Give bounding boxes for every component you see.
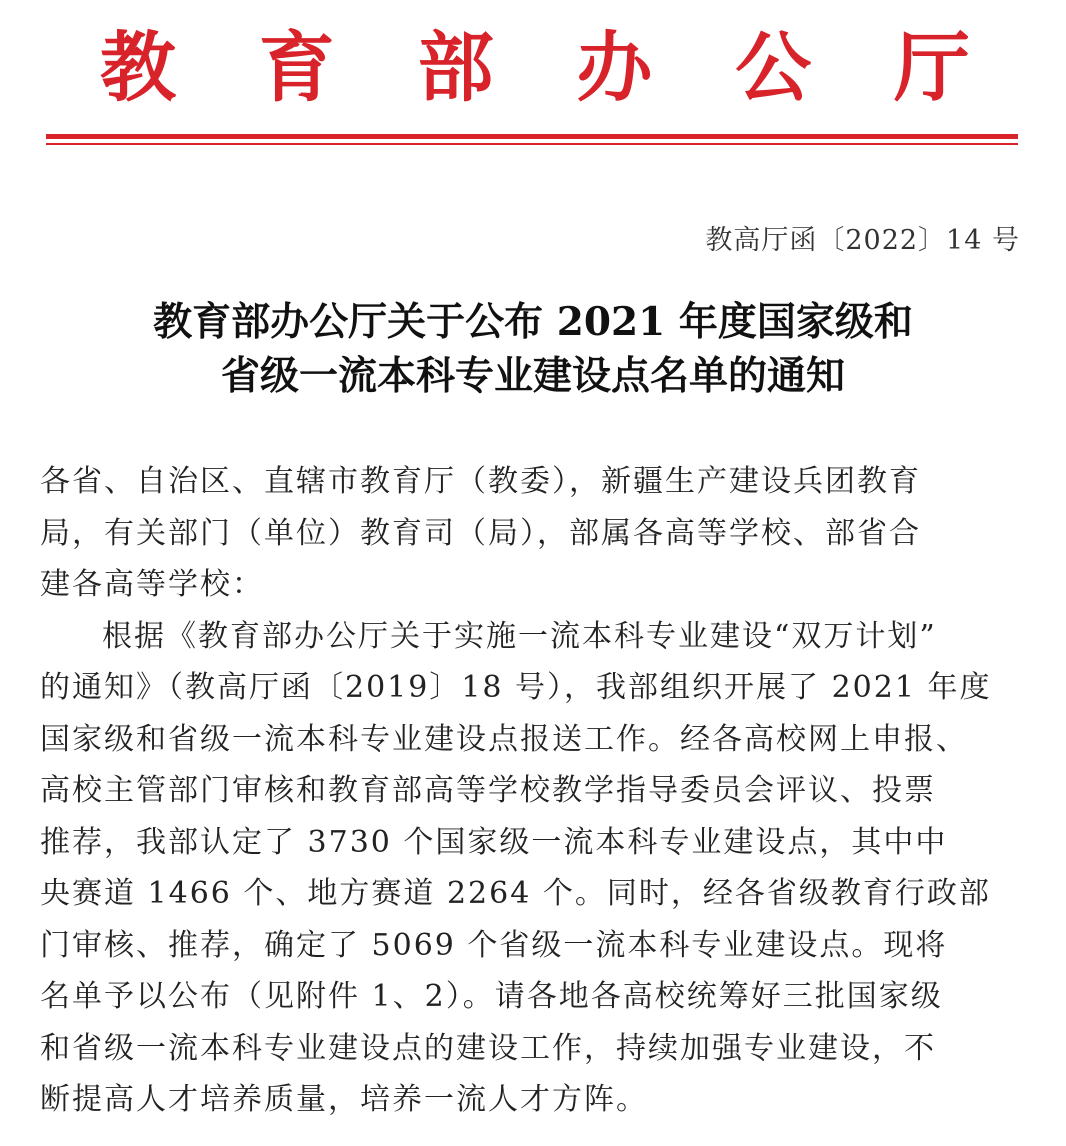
body-line-8: 推荐，我部认定了 3730 个国家级一流本科专业建设点，其中中 [40,824,948,860]
body-line-13: 断提高人才培养质量，培养一流人才方阵。 [40,1082,648,1117]
body-line-1: 各省、自治区、直辖市教育厅（教委），新疆生产建设兵团教育 [40,464,921,499]
letterhead-char-5: 公 [735,23,812,112]
body-line-4: 根据《教育部办公厅关于实施一流本科专业建设“双万计划” [102,618,937,654]
body-line-5: 的通知》（教高厅函〔2019〕18 号），我部组织开展了 2021 年度 [40,670,992,705]
letterhead-char-4: 办 [576,23,653,112]
document-body [40,456,1020,1126]
letterhead-char-3: 部 [417,23,494,112]
body-line-6: 国家级和省级一流本科专业建设点报送工作。经各高校网上申报、 [40,721,968,757]
letterhead-char-1: 教 [100,23,176,112]
letterhead-char-2: 育 [258,23,335,112]
title-line-1: 教育部办公厅关于公布 2021 年度国家级和 [153,299,913,345]
document-title [40,295,1026,403]
body-line-12: 和省级一流本科专业建设点的建设工作，持续加强专业建设，不 [40,1030,936,1066]
body-line-11: 名单予以公布（见附件 1、2）。请各地各高校统筹好三批国家级 [40,979,943,1014]
letterhead-char-6: 厅 [893,23,970,112]
body-line-7: 高校主管部门审核和教育部高等学校教学指导委员会评议、投票 [40,773,936,808]
body-line-2: 局，有关部门（单位）教育司（局），部属各高等学校、部省合 [40,515,921,551]
letterhead [60,18,1010,118]
letterhead-divider-thick [46,134,1018,139]
body-line-9: 央赛道 1466 个、地方赛道 2264 个。同时，经各省级教育行政部 [40,876,991,911]
body-line-10: 门审核、推荐，确定了 5069 个省级一流本科专业建设点。现将 [40,927,948,963]
title-line-2: 省级一流本科专业建设点名单的通知 [220,353,845,399]
body-line-3: 建各高等学校： [40,567,264,602]
document-number: 教高厅函〔2022〕14 号 [705,225,1020,256]
letterhead-divider-thin [46,143,1018,145]
